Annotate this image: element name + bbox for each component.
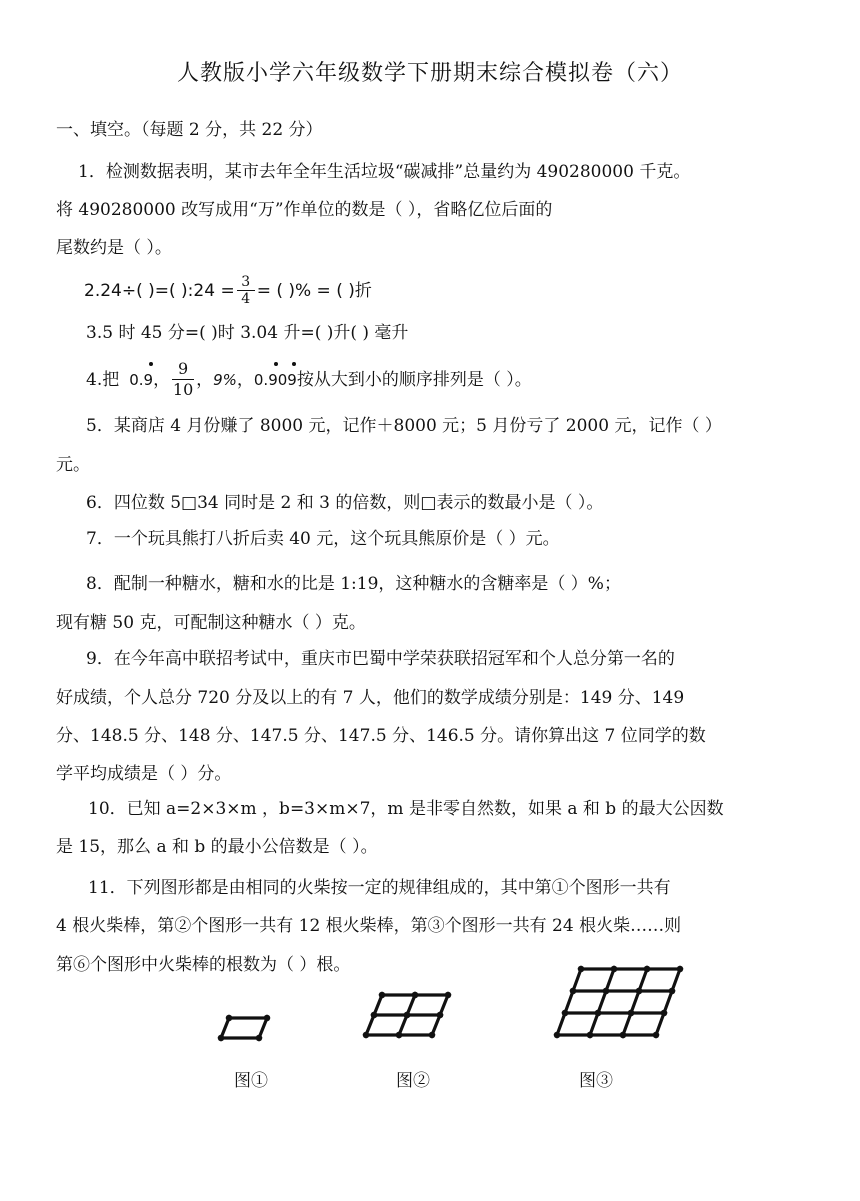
matchstick xyxy=(259,1018,267,1038)
q10-line2: 是 15，那么 a 和 b 的最小公倍数是（ ）。 xyxy=(56,837,378,857)
matchstick xyxy=(440,995,448,1015)
matchstick-head xyxy=(437,1012,443,1018)
matchstick xyxy=(565,991,573,1013)
q4-prefix: 4.把 xyxy=(86,369,120,390)
matchstick-head xyxy=(595,1010,601,1016)
q1-line2: 将 490280000 改写成用“万”作单位的数是（ ），省略亿位后面的 xyxy=(56,200,553,220)
matchstick-head xyxy=(653,1032,659,1038)
matchstick xyxy=(639,969,647,991)
figure-3-caption: 图③ xyxy=(579,1071,613,1091)
matchstick-head xyxy=(445,992,451,998)
matchstick-head xyxy=(226,1015,232,1021)
matchstick-head xyxy=(587,1032,593,1038)
q4-sep3: ， xyxy=(236,369,254,390)
matchstick-head xyxy=(578,966,584,972)
q4-percent: 9% xyxy=(213,370,237,389)
q4-sep1: ， xyxy=(153,369,171,390)
matchstick-head xyxy=(429,1032,435,1038)
matchstick-head xyxy=(611,966,617,972)
matchstick-head xyxy=(570,988,576,994)
matchstick xyxy=(664,991,672,1013)
matchstick xyxy=(598,991,606,1013)
figure-3 xyxy=(554,966,683,1038)
matchstick-head xyxy=(661,1010,667,1016)
matchstick xyxy=(573,969,581,991)
q5-line2: 元。 xyxy=(56,455,90,475)
matchstick xyxy=(407,995,415,1015)
q2-frac-den: 4 xyxy=(241,291,251,307)
figure-1-caption: 图① xyxy=(234,1071,268,1091)
q9-line4: 学平均成绩是（ ）分。 xyxy=(56,764,232,784)
matchstick-head xyxy=(264,1015,270,1021)
matchstick xyxy=(590,1013,598,1035)
matchstick-head xyxy=(562,1010,568,1016)
q11-line3: 第⑥个图形中火柴棒的根数为（ ）根。 xyxy=(56,955,351,975)
matchstick-head xyxy=(371,1012,377,1018)
section-heading: 一、填空。（每题 2 分，共 22 分） xyxy=(56,120,323,140)
q10-line1: 10．已知 a=2×3×m ，b=3×m×7，m 是非零自然数，如果 a 和 b 的最大公因数 xyxy=(88,799,724,819)
figure-2-caption: 图② xyxy=(396,1071,430,1091)
page-title: 人教版小学六年级数学下册期末综合模拟卷（六） xyxy=(176,61,683,86)
matchstick-head xyxy=(677,966,683,972)
q11-line2: 4 根火柴棒，第②个图形一共有 12 根火柴棒，第③个图形一共有 24 根火柴……则 xyxy=(56,916,682,936)
q8-line1: 8．配制一种糖水，糖和水的比是 1:19，这种糖水的含糖率是（ ）%； xyxy=(86,574,621,594)
matchstick-head xyxy=(363,1032,369,1038)
figure-1 xyxy=(218,1015,270,1041)
q2-frac-num: 3 xyxy=(241,274,251,290)
matchstick xyxy=(623,1013,631,1035)
figure-2 xyxy=(363,992,451,1038)
q9-line3: 分、148.5 分、148 分、147.5 分、147.5 分、146.5 分。请你算出这 7 位同学的数 xyxy=(56,726,706,746)
matchstick-head xyxy=(256,1035,262,1041)
q6-line: 6．四位数 5□34 同时是 2 和 3 的倍数，则□表示的数最小是（ ）。 xyxy=(86,493,604,513)
q4-suffix: 按从大到小的顺序排列是（ ）。 xyxy=(296,369,532,390)
matchstick-head xyxy=(628,1010,634,1016)
q9-line1: 9．在今年高中联招考试中，重庆市巴蜀中学荣获联招冠军和个人总分第一名的 xyxy=(86,649,675,669)
q8-line2: 现有糖 50 克，可配制这种糖水（ ）克。 xyxy=(56,613,366,633)
matchstick-head xyxy=(396,1032,402,1038)
q1-line1: 1．检测数据表明，某市去年全年生活垃圾“碳减排”总量约为 490280000 千克。 xyxy=(78,162,691,182)
matchstick xyxy=(557,1013,565,1035)
matchstick xyxy=(432,1015,440,1035)
matchstick xyxy=(672,969,680,991)
matchstick xyxy=(221,1018,229,1038)
q4-frac-num: 9 xyxy=(178,359,189,378)
q4-sep2: ， xyxy=(196,369,214,390)
matchstick-head xyxy=(644,966,650,972)
matchstick xyxy=(366,1015,374,1035)
matchstick xyxy=(399,1015,407,1035)
matchstick-head xyxy=(404,1012,410,1018)
matchstick-head xyxy=(554,1032,560,1038)
q3-line: 3.5 时 45 分=( )时 3.04 升=( )升( ) 毫升 xyxy=(86,323,409,343)
matchstick-head xyxy=(218,1035,224,1041)
matchstick xyxy=(656,1013,664,1035)
matchstick-head xyxy=(412,992,418,998)
matchstick xyxy=(374,995,382,1015)
matchstick-head xyxy=(620,1032,626,1038)
q2-suffix: = ( )% = ( )折 xyxy=(256,280,372,301)
matchstick-head xyxy=(603,988,609,994)
matchstick xyxy=(631,991,639,1013)
q11-line1: 11．下列图形都是由相同的火柴按一定的规律组成的，其中第①个图形一共有 xyxy=(88,878,671,898)
matchstick-head xyxy=(669,988,675,994)
matchstick xyxy=(606,969,614,991)
q1-line3: 尾数约是（ ）。 xyxy=(56,238,172,258)
matchstick-head xyxy=(636,988,642,994)
q4-repeating-decimal-1: 0.9 xyxy=(129,368,153,392)
q4-repeating-decimal-2: 0.909 xyxy=(254,368,297,392)
q9-line2: 好成绩，个人总分 720 分及以上的有 7 人，他们的数学成绩分别是：149 分、149 xyxy=(56,688,685,708)
q5-line1: 5．某商店 4 月份赚了 8000 元，记作＋8000 元；5 月份亏了 2000 元，记作（ ） xyxy=(86,416,722,436)
matchstick-head xyxy=(379,992,385,998)
q7-line: 7．一个玩具熊打八折后卖 40 元，这个玩具熊原价是（ ）元。 xyxy=(86,529,560,549)
q2-prefix: 2.24÷( )=( ):24 = xyxy=(84,280,235,301)
q4-frac-den: 10 xyxy=(172,380,194,399)
